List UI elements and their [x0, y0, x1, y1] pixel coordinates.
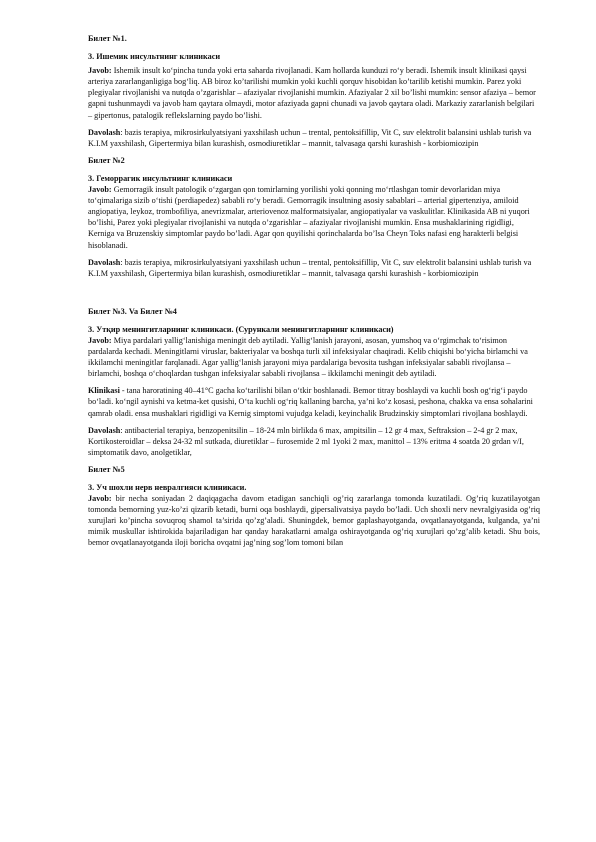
ticket-3-4-clinic-text: - tana haroratining 40–41°C gacha ko‘tarilishi bilan o‘tkir boshlanadi. Bemor titray boshlaydi va kuchli bosh og‘rig‘i paydo bo‘ladi. ko‘ngil aynishi va ketma-ket qusishi, O‘ta kuchli og‘riq kallaning barcha, ya’ni ko‘z kosasi, peshona, chakka va ensa sohalarini qamrab oladi. ensa mushaklari rigidligi va Kernig simptomi vujudga keladi, keyinchalik Brudzinskiy simptomlari rivojlana boshlaydi. — [88, 386, 533, 418]
ticket-2-answer-text: Gemorragik insult patologik o‘zgargan qon tomirlarning yorilishi yoki qonning mo‘rtlashgan tomir devorlaridan miya to‘qimalariga sizib o‘tishi (perdiapedez) sababli ro‘y beradi. Gemorragik insultning asosiy sabablari – arterial gipertenziya, amiloid angiopatiya, leykoz, trombofiliya, anevrizmalar, arteriovenoz malformatsiyalar, angiopatiyalar va vaskulitlar. Klinikasida AB ni yuqori bo’lishi, Parez yoki plegiyalar rivojlanishi va nutqda o’zgarishlar – afaziyalar rivojlanishi mumkin. Ensa mushaklarining rigidligi, Kerniga va Bruzenskiy simptomlar paydo bo’ladi. Agar qon quyilishi qorinchalarda bo’lsa Cheyn Toks nafasi eng harakterli belgisi hisoblanadi. — [88, 185, 530, 250]
ticket-1-answer-label: Javob: — [88, 66, 112, 76]
ticket-3-4-title: Билет №3. Va Билет №4 — [88, 306, 177, 316]
ticket-1-treatment-text: : bazis terapiya, mikrosirkulyatsiyani yaxshilash uchun – trental, pentoksifillip, Vit C, suv elektrolit balansini ushlab turish va K.I.M yaxshilash, Gipertermiya bilan kurashish, osmodiuretiklar – mannit, talvasaga qarshi kurashish - korbiomiozipin — [88, 127, 532, 148]
ticket-3-4-clinic-label: Klinikasi — [88, 386, 120, 396]
ticket-5-section — [88, 464, 540, 549]
section-spacer — [88, 285, 540, 301]
ticket-1-section — [88, 33, 540, 149]
ticket-5-title: Билет №5 — [88, 464, 125, 474]
ticket-2-treatment-text: : bazis terapiya, mikrosirkulyatsiyani yaxshilash uchun – trental, pentoksifillip, Vit C, suv elektrolit balansini ushlab turish va K.I.M yaxshilash, Gipertermiya bilan kurashish, osmodiuretiklar – mannit, talvasaga qarshi kurashish - korbiomiozipin — [88, 257, 532, 278]
ticket-2-treatment-label: Davolash — [88, 257, 121, 267]
ticket-1-treatment-paragraph — [88, 127, 540, 149]
ticket-2-question-heading: 3. Геморрагик инсультнинг клиникаси — [88, 173, 233, 183]
ticket-3-4-clinic-paragraph — [88, 385, 540, 418]
ticket-1-answer-text: Ishemik insult ko‘pincha tunda yoki erta saharda rivojlanadi. Kam hollarda kunduzi ro‘y beradi. Ishemik insult klinikasi qaysi arteriya zararlanganligiga bog‘liq. AB biroz ko’tarilishi mumkin yoki kuchli qorquv hisobidan ko’tarilib ketishi mumkin. Parez yoki plegiyalar rivojlanishi va nutqda o’zgarishlar – afaziyalar rivojlanishi mumkin. Afaziyalar 2 xil bo’lishi mumkin: sensor afaziya – bemor gapni tushunmaydi va javob ham qaytara olmaydi, motor afaziyada gapni chunadi va javob qaytara oladi. Markaziy zararlanish belgilari – gipertonus, patalogik reflekslarning paydo bo’lishi. — [88, 66, 536, 120]
ticket-3-4-question-heading: 3. Утқир менингитларнинг клиникаси. (Сурункали менингитларнинг клиникаси) — [88, 324, 394, 334]
ticket-1-answer-paragraph — [88, 65, 540, 120]
ticket-3-4-treatment-text: : antibacterial terapiya, benzopenitsilin – 18-24 mln birlikda 6 max, ampitsilin – 12 gr 4 max, Seftraksion – 2-4 gr 2 max, Kortikosteroidlar – deksa 24-32 ml sutkada, diuretiklar – furosemide 2 ml 1yoki 2 max, manittol – 13% eritma 4 soatda 20 grdan v/I, simptomatik davo, anolgetiklar, — [88, 425, 524, 457]
ticket-2-treatment-paragraph — [88, 257, 540, 279]
ticket-2-answer-paragraph — [88, 184, 540, 251]
ticket-3-4-treatment-paragraph — [88, 425, 540, 458]
ticket-2-section — [88, 155, 540, 279]
ticket-2-answer-label: Javob: — [88, 185, 112, 195]
ticket-3-4-answer-text: Miya pardalari yallig‘lanishiga meningit deb aytiladi. Yallig‘lanish jarayoni, asosan, yumshoq va o‘rgimchak to‘risimon pardalarda kechadi. Meningitlarni viruslar, bakteriyalar va boshqa turli xil infeksiyalar chaqiradi. Kelib chiqishi bo‘yicha birlamchi va ikkilamchi meningitlar farqlanadi. Agar yallig‘lanish jarayoni miya pardalariga bevosita tushgan infeksiyalar sababli rivojlansa – birlamchi, boshqa o‘choqlardan tushgan infeksiyalar sababli rivojlansa – ikkilamchi meningit deb aytiladi. — [88, 335, 528, 379]
ticket-5-question-heading: 3. Уч шохли нерв невралгияси клиникаси. — [88, 483, 247, 492]
ticket-1-treatment-label: Davolash — [88, 127, 121, 137]
ticket-5-answer-paragraph — [88, 493, 540, 548]
ticket-3-4-section — [88, 306, 540, 458]
ticket-3-4-treatment-label: Davolash — [88, 425, 121, 435]
ticket-5-answer-text: bir necha soniyadan 2 daqiqagacha davom etadigan sanchiqli og’riq zararlanga tomonda kuzatiladi. Og’riq kuzatilayotgan tomonda bemorning yuz-ko’zi qizarib ketadi, burni oqa boshlaydi, gipersalivatsiya paydo bo’ladi. Uch shoxli nerv nevralgiyasida og’riq xurujlari ko’pincha sovuqroq shamol ta’sirida qo’zg’aladi. Shuningdek, bemor gaplashayotganda, ovqatlanayotganda, kulganda, ya’ni mimik muskullar ishtirokida bajariladigan har qanday harakatlarni amalga oshirayotganda og’riq xurujlari qo’zg’alib ketadi. Shu bois, bemor ovqatlanayotganda iloji boricha ovqatni jag’ning sog’lom tomoni bilan — [88, 494, 540, 548]
ticket-2-title: Билет №2 — [88, 155, 125, 165]
ticket-1-title: Билет №1. — [88, 34, 127, 43]
ticket-3-4-answer-paragraph — [88, 335, 540, 379]
ticket-5-answer-label: Javob: — [88, 494, 112, 504]
ticket-1-question-heading: 3. Ишемик инсультнинг клиникаси — [88, 52, 221, 62]
ticket-3-4-answer-label: Javob: — [88, 335, 112, 345]
